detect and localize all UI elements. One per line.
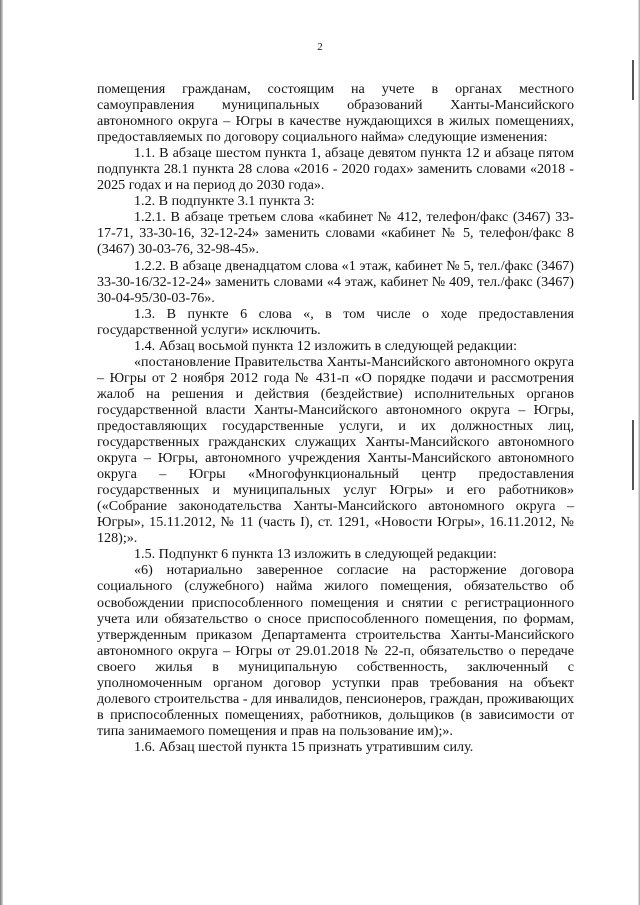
paragraph-item-1-3: 1.3. В пункте 6 слова «, в том числе о ходе предоставления государственной услуги» исключить. bbox=[97, 305, 574, 338]
paragraph-intro: помещения гражданам, состоящим на учете в органах местного самоуправления муниципальных образований Ханты-Мансийского автономного округа – Югры в качестве нуждающихся в жилых помещениях, предоставляемых по договору социального найма» следующие изменения: bbox=[97, 81, 574, 146]
paragraph-item-1-1: 1.1. В абзаце шестом пункта 1, абзаце девятом пункта 12 и абзаце пятом подпункта 28.1 пункта 28 слова «2016 - 2020 годах» заменить словами «2018 - 2025 годах и на период до 2030 года». bbox=[97, 145, 574, 194]
paragraph-item-1-4: 1.4. Абзац восьмой пункта 12 изложить в следующей редакции: bbox=[134, 337, 517, 354]
paragraph-item-1-4-quote: «постановление Правительства Ханты-Мансийского автономного округа – Югры от 2 ноября 2012 года № 431-п «О порядке подачи и рассмотрения жалоб на решения и действия (бездействие) исполнительных органов государственной власти Ханты-Мансийского автономного округа – Югры, предоставляющих государственные услуги, и их должностных лиц, государственных гражданских служащих Ханты-Мансийского автономного округа – Югры, автономного учреждения Ханты-Мансийского автономного округа – Югры «Многофункциональный центр предоставления государственных и муниципальных услуг Югры» и его работников» («Собрание законодательства Ханты-Мансийского автономного округа – Югры», 15.11.2012, № 11 (часть I), ст. 1291, «Новости Югры», 16.11.2012, № 128);». bbox=[97, 353, 574, 547]
scan-edge-left bbox=[0, 0, 3, 905]
scan-mark bbox=[632, 60, 634, 100]
paragraph-item-1-5-quote: «6) нотариально заверенное согласие на расторжение договора социального (служебного) найма жилого помещения, обязательство об освобождении приспособленного помещения и снятии с регистрационного учета или обязательство о сносе приспособленного помещения, по формам, утвержденным приказом Департамента строительства Ханты-Мансийского автономного округа – Югры от 29.01.2018 № 22-п, обязательство о передаче своего жилья в муниципальную собственность, заключенный с уполномоченным органом договор уступки прав требования на объект долевого строительства - для инвалидов, пенсионеров, граждан, проживающих в приспособленных помещениях, работников, дольщиков (в зависимости от типа занимаемого помещения и прав на пользование им);». bbox=[97, 562, 574, 739]
paragraph-item-1-2: 1.2. В подпункте 3.1 пункта 3: bbox=[134, 193, 315, 210]
document-body bbox=[97, 81, 574, 755]
paragraph-item-1-2-2: 1.2.2. В абзаце двенадцатом слова «1 этаж, кабинет № 5, тел./факс (3467) 33-30-16/32-12-24» заменить словами «4 этаж, кабинет № 409, тел./факс (3467) 30-04-95/30-03-76». bbox=[97, 257, 574, 306]
paragraph-item-1-2-1: 1.2.1. В абзаце третьем слова «кабинет № 412, телефон/факс (3467) 33-17-71, 33-30-16, 32-12-24» заменить словами «кабинет № 5, телефон/факс 8 (3467) 30-03-76, 32-98-45». bbox=[97, 209, 574, 258]
paragraph-item-1-6: 1.6. Абзац шестой пункта 15 признать утратившим силу. bbox=[134, 738, 474, 755]
paragraph-item-1-5: 1.5. Подпункт 6 пункта 13 изложить в следующей редакции: bbox=[134, 546, 497, 563]
page-number: 2 bbox=[317, 41, 323, 53]
scan-mark bbox=[632, 420, 634, 490]
